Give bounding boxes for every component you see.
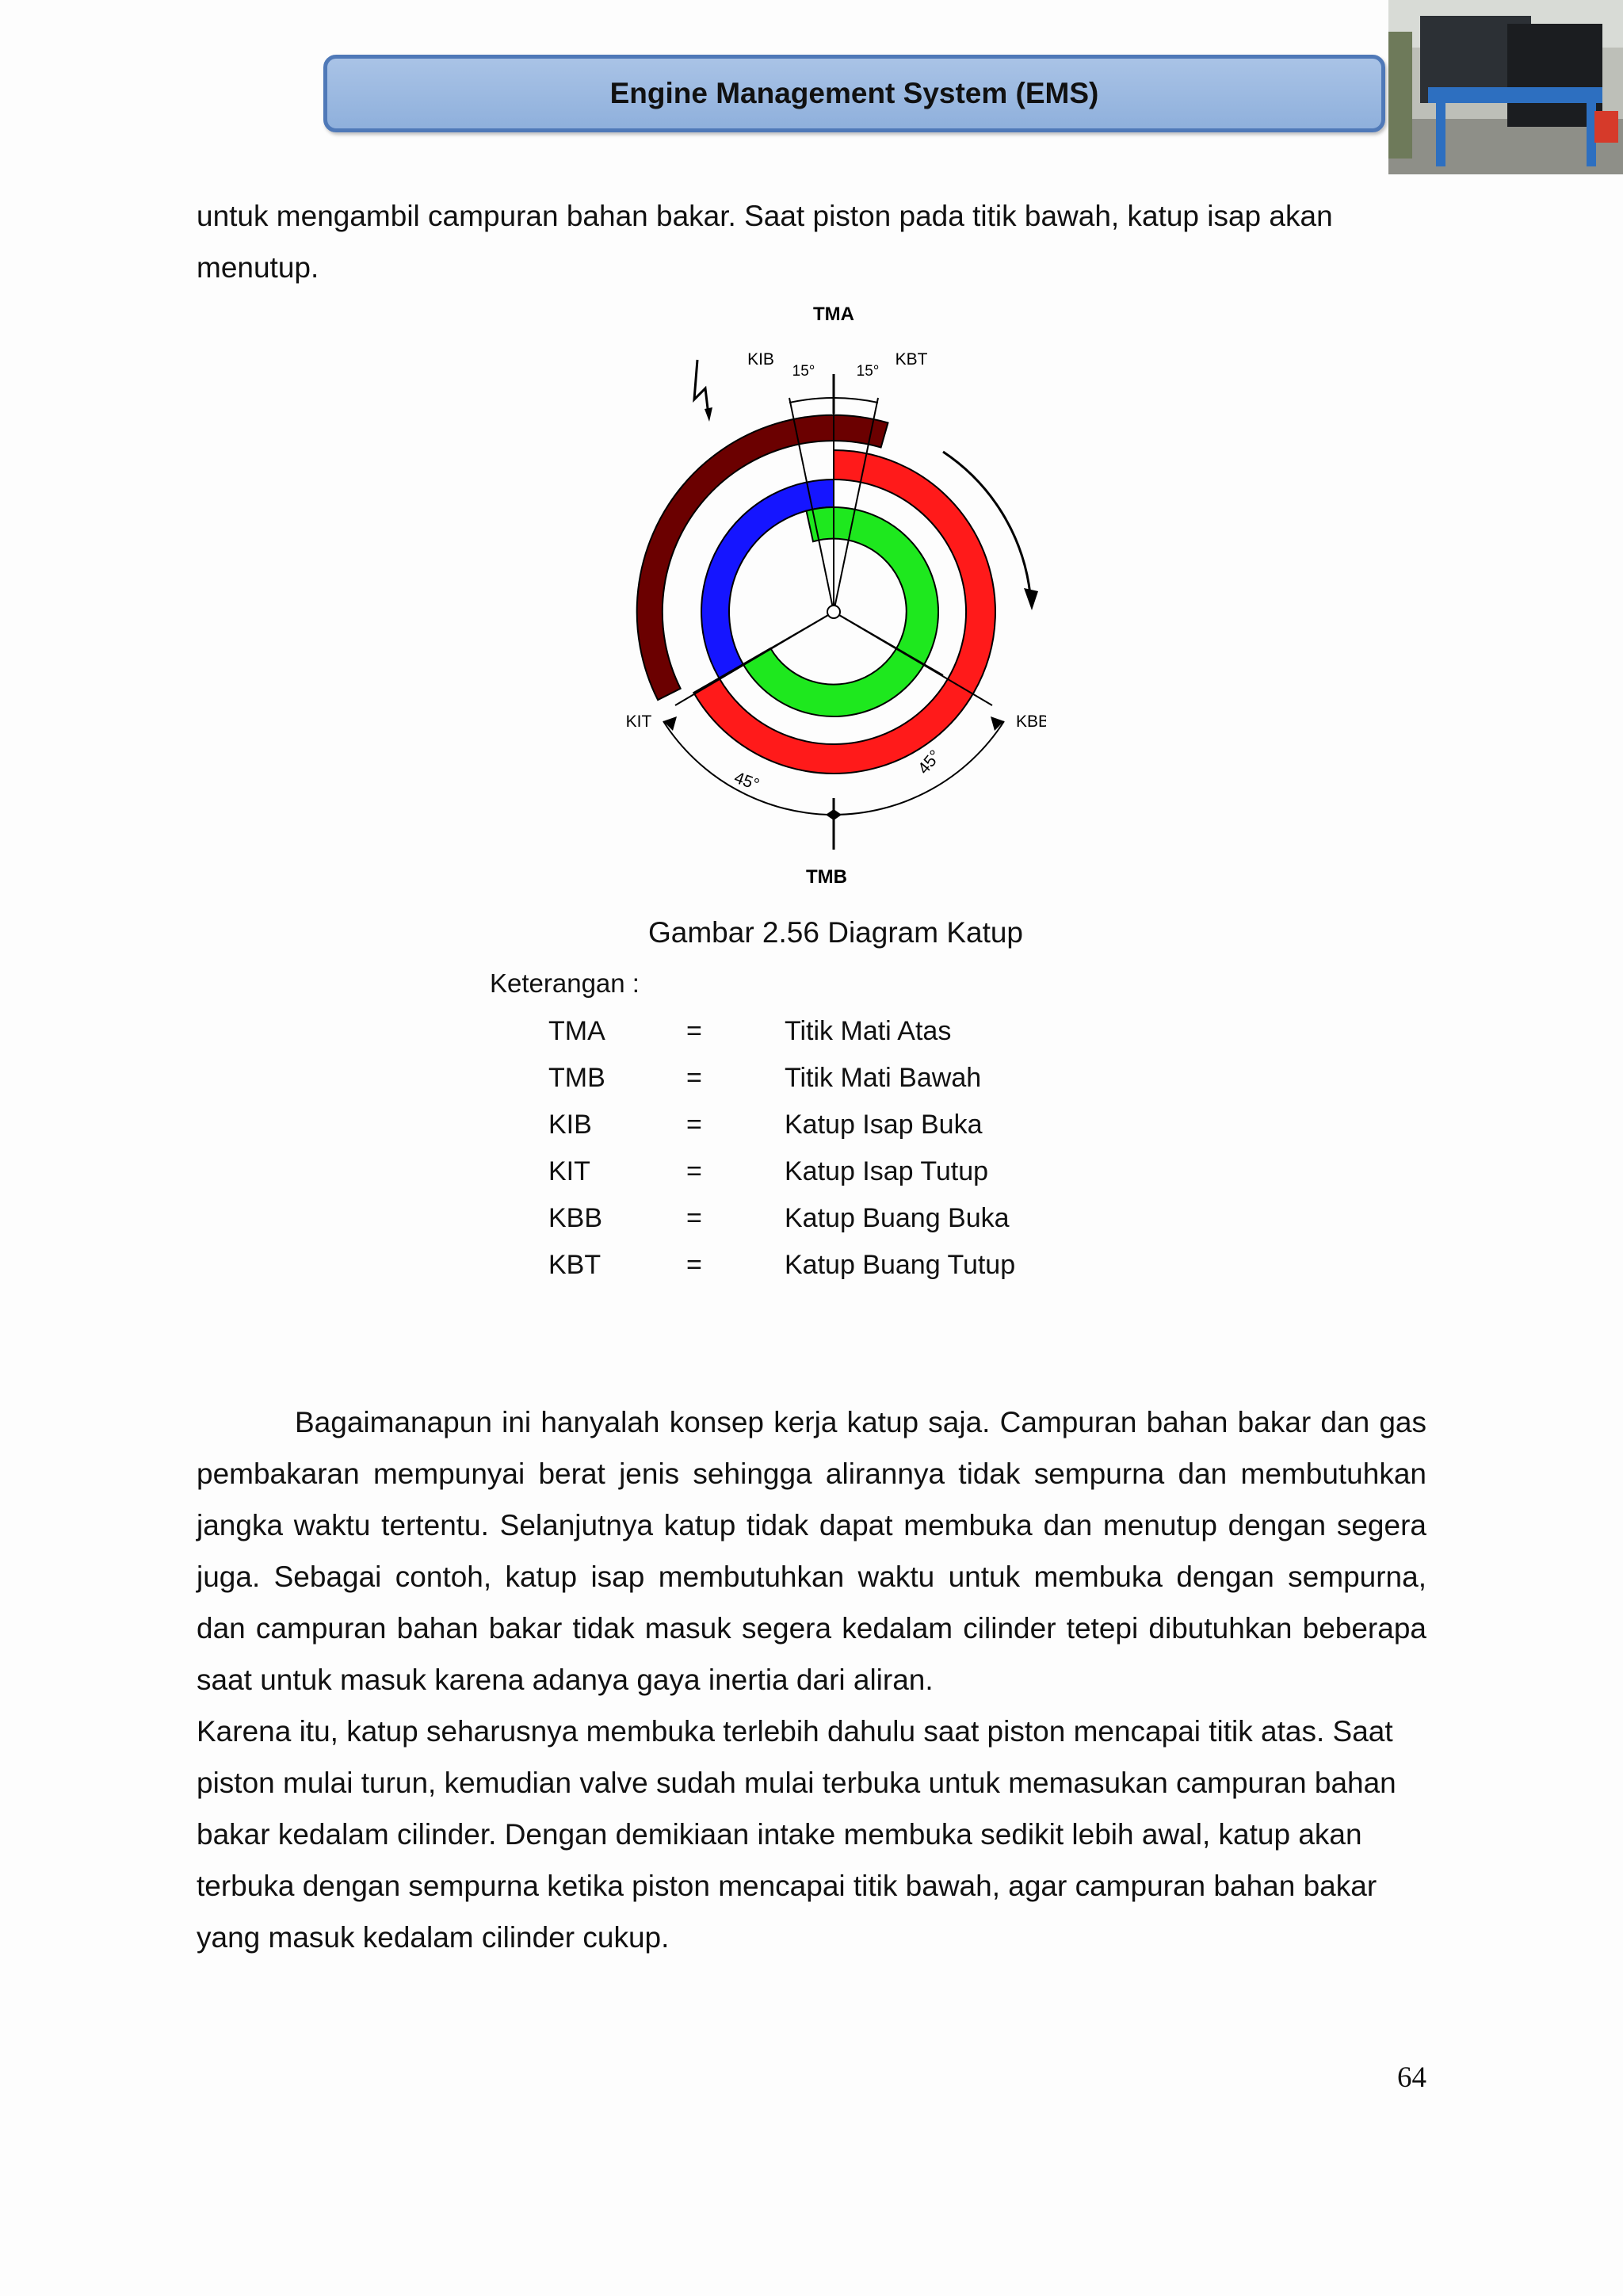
label-kbt: KBT	[895, 350, 928, 369]
legend-abbr: TMB	[548, 1063, 605, 1093]
figure-caption: Gambar 2.56 Diagram Katup	[648, 916, 1024, 949]
legend-row	[0, 1110, 1623, 1149]
engine-photo	[1388, 0, 1623, 174]
legend-definition: Katup Isap Tutup	[785, 1156, 989, 1186]
label-angle-bottom-left: 45°	[731, 768, 762, 795]
legend-equals: =	[686, 1110, 702, 1140]
legend-definition: Titik Mati Bawah	[785, 1063, 982, 1093]
label-angle-bottom-right: 45°	[915, 747, 945, 778]
legend-abbr: KIB	[548, 1110, 592, 1140]
page-number: 64	[1397, 2061, 1426, 2094]
legend-row	[0, 1203, 1623, 1243]
paragraph-2: Bagaimanapun ini hanyalah konsep kerja katup saja. Campuran bahan bakar dan gas pembakaran mempunyai berat jenis sehingga alirannya tidak sempurna dan membutuhkan jangka waktu tertentu. Selanjutnya katup tidak dapat membuka dan menutup dengan segera juga. Sebagai contoh, katup isap membutuhkan waktu untuk membuka dengan sempurna, dan campuran bahan bakar tidak masuk segera kedalam cilinder tetepi dibutuhkan beberapa saat untuk masuk karena adanya gaya inertia dari aliran.	[197, 1406, 1426, 1696]
label-tma: TMA	[813, 304, 854, 325]
legend-equals: =	[686, 1063, 702, 1093]
legend-equals: =	[686, 1016, 702, 1046]
legend-equals: =	[686, 1203, 702, 1233]
legend-abbr: TMA	[548, 1016, 605, 1046]
paragraph-3: Karena itu, katup seharusnya membuka terlebih dahulu saat piston mencapai titik atas. Saat piston mulai turun, kemudian valve sudah mulai terbuka untuk memasukan campuran bahan bakar kedalam cilinder. Dengan demikiaan intake membuka sedikit lebih awal, katup akan terbuka dengan sempurna ketika piston mencapai titik bawah, agar campuran bahan bakar yang masuk kedalam cilinder cukup.	[197, 1715, 1396, 1954]
header-title: Engine Management System (EMS)	[609, 77, 1099, 109]
legend-row	[0, 1063, 1623, 1102]
label-tmb: TMB	[806, 866, 847, 888]
legend-definition: Katup Isap Buka	[785, 1110, 983, 1140]
legend-row	[0, 1156, 1623, 1196]
valve-timing-diagram	[602, 293, 1046, 896]
legend-row	[0, 1016, 1623, 1056]
label-kit: KIT	[625, 712, 652, 731]
legend-equals: =	[686, 1250, 702, 1280]
legend-definition: Katup Buang Buka	[785, 1203, 1010, 1233]
legend-row	[0, 1250, 1623, 1289]
legend-definition: Titik Mati Atas	[785, 1016, 952, 1046]
legend-definition: Katup Buang Tutup	[785, 1250, 1016, 1280]
legend-equals: =	[686, 1156, 702, 1186]
label-angle-top-left: 15°	[792, 363, 815, 380]
legend-abbr: KBB	[548, 1203, 603, 1233]
label-angle-top-right: 15°	[856, 363, 880, 380]
legend-title: Keterangan :	[490, 968, 640, 998]
label-kib: KIB	[747, 350, 774, 369]
intro-paragraph: untuk mengambil campuran bahan bakar. Saat piston pada titik bawah, katup isap akan menutup.	[197, 200, 1333, 284]
label-kbb: KBB	[1015, 712, 1046, 731]
legend-abbr: KIT	[548, 1156, 590, 1186]
legend-abbr: KBT	[548, 1250, 601, 1280]
header-banner	[323, 55, 1385, 132]
